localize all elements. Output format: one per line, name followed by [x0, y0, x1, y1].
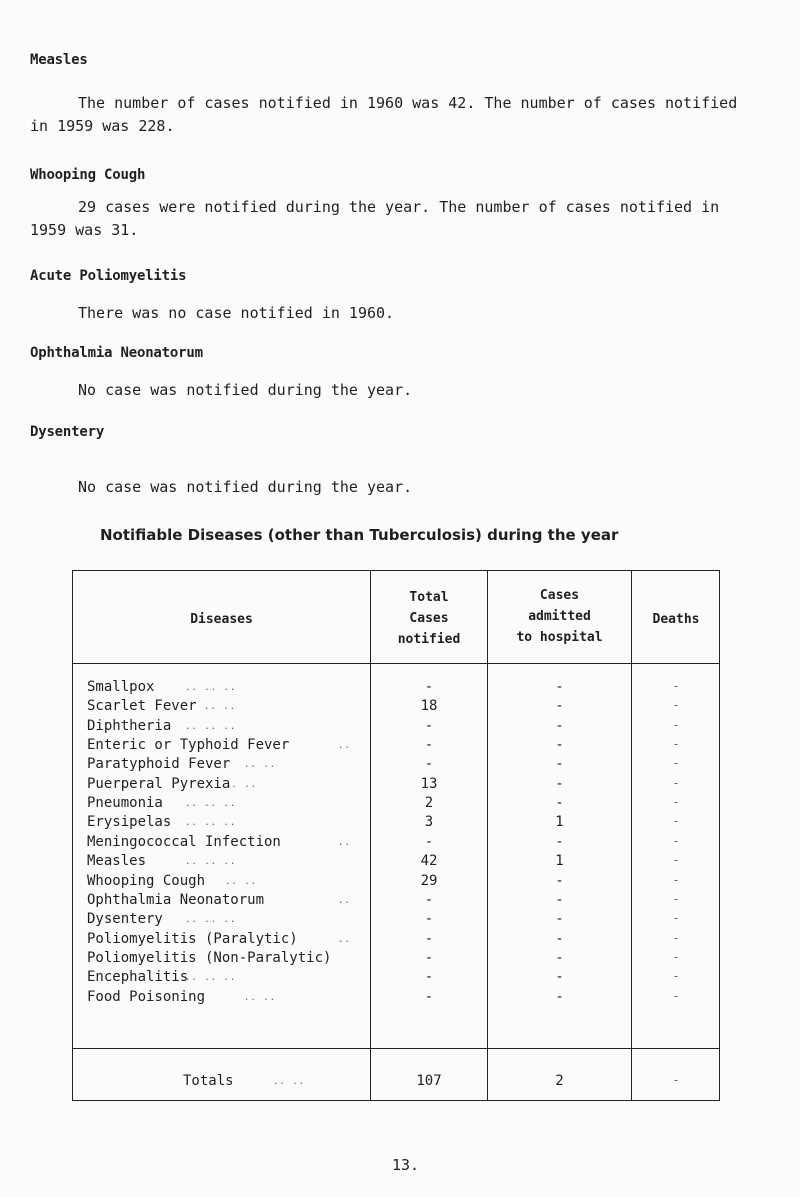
deaths-cell: -: [672, 988, 680, 1003]
leader-dots: .. ..: [244, 992, 277, 1003]
dysentery-line-1: No case was notified during the year.: [78, 478, 413, 496]
header-admitted-line-3: to hospital: [516, 630, 603, 645]
admitted-cell: -: [555, 872, 564, 889]
whooping-cough-line-2: 1959 was 31.: [30, 221, 139, 239]
deaths-cell: -: [672, 930, 680, 945]
header-cases-admitted: [488, 585, 631, 648]
admitted-cell: -: [555, 737, 564, 754]
totals-total: 107: [416, 1073, 442, 1089]
table-row: [73, 718, 721, 737]
total-cases-cell: 18: [420, 698, 438, 715]
disease-name: Meningococcal Infection: [87, 833, 281, 850]
admitted-cell: -: [555, 756, 564, 773]
leader-dots: .. ..: [225, 779, 258, 790]
admitted-cell: -: [555, 679, 564, 695]
leader-dots: .. .. ..: [185, 857, 237, 868]
admitted-cell: -: [555, 969, 564, 986]
table-row: [73, 776, 721, 795]
total-cases-cell: 2: [424, 795, 434, 812]
table-row: [73, 873, 721, 892]
total-cases-cell: -: [424, 891, 434, 908]
admitted-cell: -: [555, 891, 564, 908]
admitted-cell: -: [555, 911, 564, 928]
leader-dots: .. .. ..: [185, 915, 237, 926]
deaths-cell: -: [672, 698, 680, 713]
table-row: [73, 950, 721, 969]
deaths-cell: -: [672, 756, 680, 771]
admitted-cell: -: [555, 988, 564, 1005]
disease-name: Puerperal Pyrexia: [87, 775, 231, 792]
leader-dots: .. .. ..: [185, 721, 237, 732]
deaths-cell: -: [672, 814, 680, 829]
leader-dots: ..: [338, 837, 351, 848]
leader-dots: .. .. ..: [185, 799, 237, 810]
deaths-cell: -: [672, 891, 680, 906]
leader-dots: .. .. ..: [185, 683, 237, 693]
disease-name: Whooping Cough: [87, 872, 206, 889]
admitted-cell: -: [555, 717, 564, 734]
header-total-line-2: Cases: [409, 611, 449, 626]
total-cases-cell: 29: [420, 872, 438, 889]
total-cases-cell: -: [424, 988, 434, 1005]
totals-label: Totals: [183, 1073, 234, 1089]
table-row: [73, 814, 721, 833]
table-row: [73, 969, 721, 988]
table-row: [73, 679, 721, 698]
disease-name: Encephalitis: [87, 969, 189, 986]
table-row: [73, 795, 721, 814]
leader-dots: .. .. ..: [185, 973, 237, 984]
disease-name: Ophthalmia Neonatorum: [87, 891, 265, 908]
page-number: 13.: [392, 1156, 420, 1174]
heading-measles: Measles: [30, 52, 88, 68]
admitted-cell: 1: [555, 814, 564, 831]
total-cases-cell: -: [424, 930, 434, 947]
deaths-cell: -: [672, 949, 680, 964]
totals-divider: [73, 1048, 719, 1049]
disease-name: Erysipelas: [87, 814, 172, 831]
disease-name: Dysentery: [87, 911, 163, 928]
admitted-cell: -: [555, 698, 564, 715]
table-row: [73, 892, 721, 911]
leader-dots: ..: [338, 895, 351, 906]
table-row: [73, 853, 721, 872]
table-title: Notifiable Diseases (other than Tuberculosis) during the year: [100, 526, 619, 544]
heading-acute-poliomyelitis: Acute Poliomyelitis: [30, 268, 187, 284]
table-row: [73, 756, 721, 775]
disease-name: Scarlet Fever: [87, 698, 197, 715]
header-diseases: Diseases: [190, 612, 253, 627]
disease-name: Enteric or Typhoid Fever: [87, 737, 290, 754]
header-total-line-3: notified: [397, 632, 461, 647]
admitted-cell: -: [555, 949, 564, 966]
table-row: [73, 911, 721, 930]
header-admitted-line-1: Cases: [539, 588, 580, 603]
totals-row: [73, 1063, 721, 1101]
totals-deaths: -: [672, 1073, 680, 1087]
total-cases-cell: -: [424, 949, 434, 966]
total-cases-cell: 3: [424, 814, 434, 831]
total-cases-cell: 13: [420, 775, 438, 792]
header-divider: [73, 663, 719, 664]
header-admitted-line-2: admitted: [528, 609, 591, 624]
admitted-cell: -: [555, 930, 564, 947]
whooping-cough-line-1: 29 cases were notified during the year. The number of cases notified in: [78, 198, 720, 216]
disease-name: Paratyphoid Fever: [87, 756, 231, 773]
header-deaths: Deaths: [652, 612, 700, 627]
leader-dots: .. ..: [225, 876, 258, 887]
heading-whooping-cough: Whooping Cough: [30, 167, 146, 183]
deaths-cell: -: [672, 853, 680, 868]
disease-name: Poliomyelitis (Non-Paralytic): [87, 949, 332, 966]
deaths-cell: -: [672, 717, 680, 732]
whooping-cough-paragraph: [30, 196, 719, 242]
table-row: [73, 698, 721, 717]
totals-leader-dots: .. ..: [273, 1077, 306, 1087]
disease-name: Smallpox: [87, 679, 155, 695]
deaths-cell: -: [672, 911, 680, 926]
total-cases-cell: -: [424, 679, 434, 695]
table-row: [73, 931, 721, 950]
disease-name: Food Poisoning: [87, 988, 206, 1005]
disease-name: Poliomyelitis (Paralytic): [87, 930, 298, 947]
acute-poliomyelitis-line-1: There was no case notified in 1960.: [78, 304, 395, 322]
leader-dots: .. .. ..: [185, 818, 237, 829]
ophthalmia-neonatorum-line-1: No case was notified during the year.: [78, 381, 413, 399]
table-row: [73, 737, 721, 756]
measles-line-1: The number of cases notified in 1960 was 42. The number of cases notified: [78, 94, 738, 112]
admitted-cell: -: [555, 833, 564, 850]
disease-name: Pneumonia: [87, 795, 163, 812]
leader-dots: ..: [338, 741, 351, 752]
admitted-cell: -: [555, 795, 564, 812]
deaths-cell: -: [672, 872, 680, 887]
totals-admitted: 2: [555, 1073, 564, 1089]
total-cases-cell: 42: [420, 853, 438, 870]
leader-dots: .. ..: [204, 702, 237, 713]
measles-line-2: in 1959 was 228.: [30, 117, 175, 135]
leader-dots: ..: [338, 934, 351, 945]
deaths-cell: -: [672, 775, 680, 790]
leader-dots: .. ..: [244, 760, 277, 771]
total-cases-cell: -: [424, 737, 434, 754]
heading-ophthalmia-neonatorum: Ophthalmia Neonatorum: [30, 345, 203, 361]
deaths-cell: -: [672, 679, 680, 693]
header-total-line-1: Total: [409, 590, 449, 605]
disease-name: Diphtheria: [87, 717, 172, 734]
total-cases-cell: -: [424, 717, 434, 734]
deaths-cell: -: [672, 795, 680, 810]
admitted-cell: 1: [555, 853, 564, 870]
deaths-cell: -: [672, 833, 680, 848]
header-total-cases-notified: [371, 587, 487, 650]
heading-dysentery: Dysentery: [30, 424, 105, 440]
deaths-cell: -: [672, 969, 680, 984]
total-cases-cell: -: [424, 911, 434, 928]
measles-paragraph: [30, 92, 737, 138]
deaths-cell: -: [672, 737, 680, 752]
disease-name: Measles: [87, 853, 147, 870]
total-cases-cell: -: [424, 969, 434, 986]
total-cases-cell: -: [424, 833, 434, 850]
admitted-cell: -: [555, 775, 564, 792]
table-row: [73, 834, 721, 853]
table-row: [73, 989, 721, 1008]
notifiable-diseases-table: [72, 570, 720, 1101]
total-cases-cell: -: [424, 756, 434, 773]
